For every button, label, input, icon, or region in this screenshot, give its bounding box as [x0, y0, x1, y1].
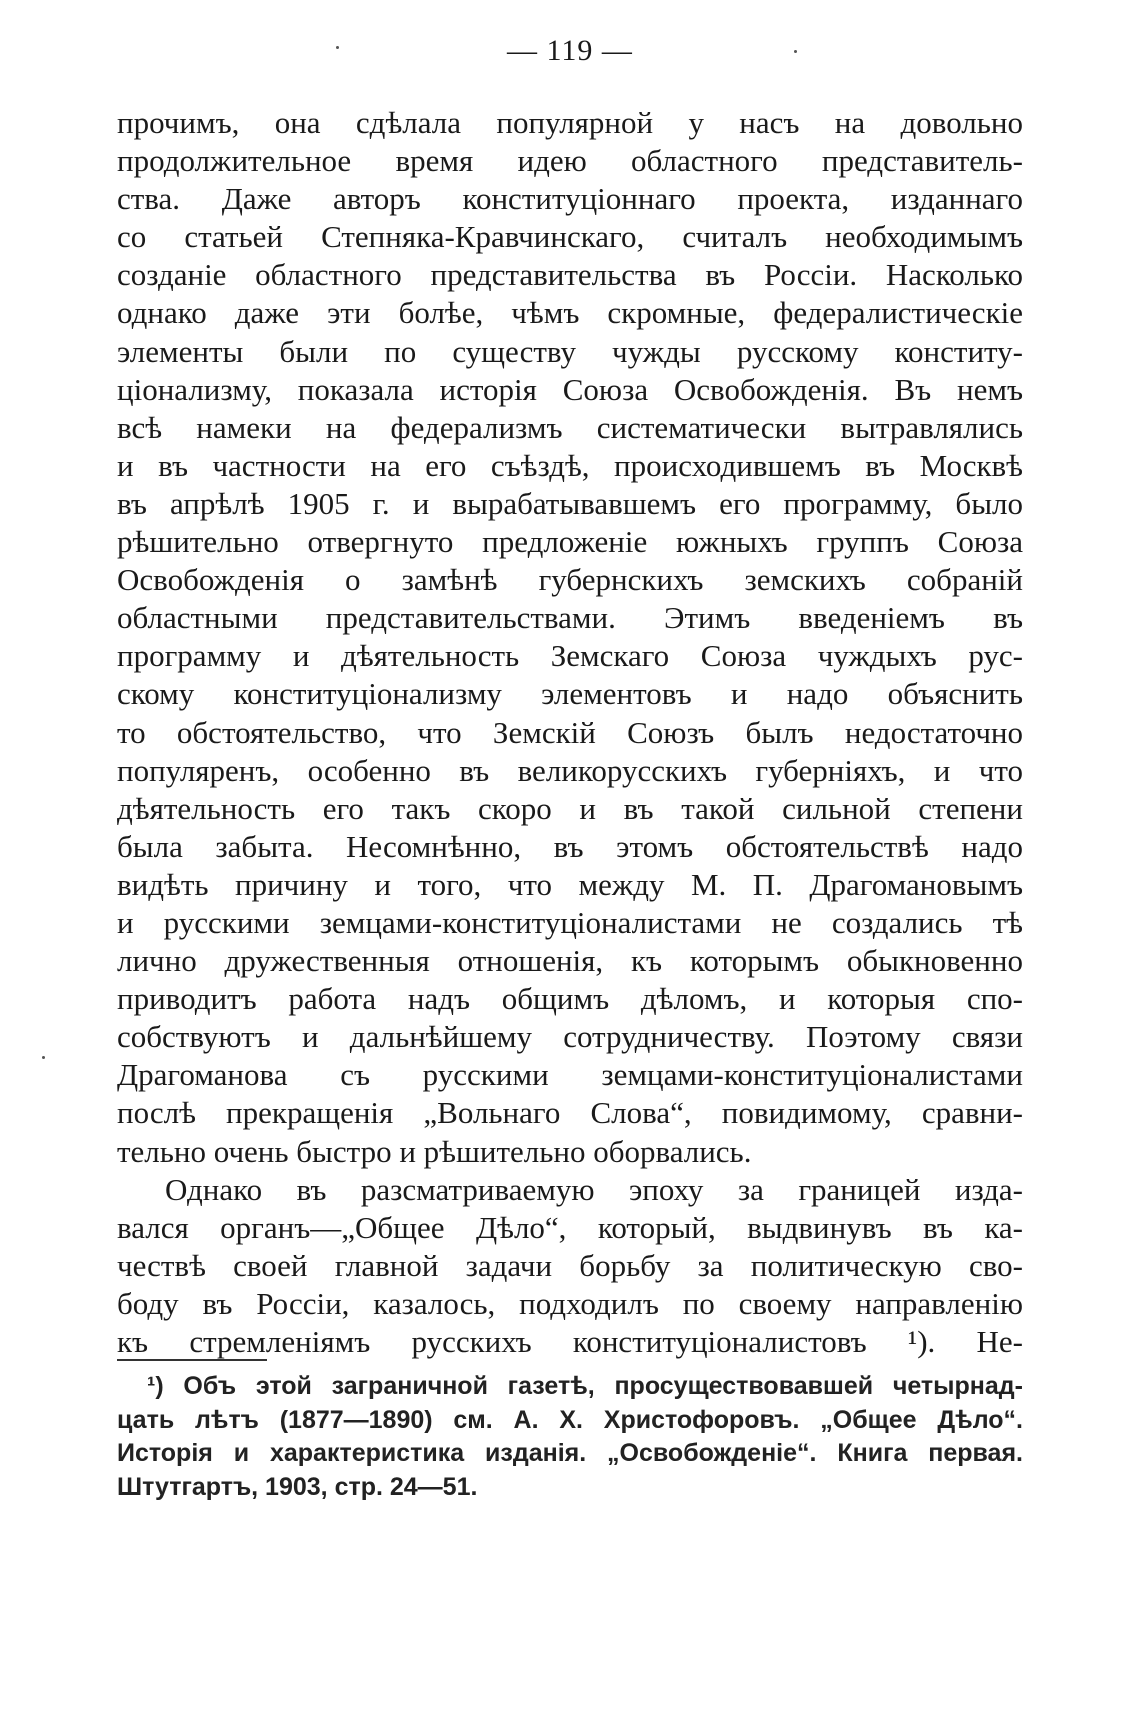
text-line: программу и дѣятельность Земскаго Союза чуждыхъ рус-	[117, 638, 1023, 674]
text-line: продолжительное время идею областного представитель-	[117, 143, 1023, 179]
footnote-divider	[117, 1359, 267, 1361]
body-text	[117, 104, 1023, 1361]
text-line: Драгоманова съ русскими земцами-конституціоналистами	[117, 1057, 1023, 1093]
text-line: чествѣ своей главной задачи борьбу за политическую сво-	[117, 1247, 1023, 1283]
footnote-line: ¹) Объ этой заграничной газетѣ, просуществовавшей четырнад-	[147, 1372, 1023, 1400]
text-line: ціонализму, показала исторія Союза Освобожденія. Въ немъ	[117, 371, 1023, 407]
text-line: была забыта. Несомнѣнно, въ этомъ обстоятельствѣ надо	[117, 828, 1023, 864]
text-line: видѣть причину и того, что между М. П. Драгомановымъ	[117, 866, 1023, 902]
text-line: ства. Даже авторъ конституціоннаго проекта, изданнаго	[117, 181, 1023, 217]
text-line: всѣ намеки на федерализмъ систематически вытравлялись	[117, 409, 1023, 445]
scan-speck	[42, 1056, 45, 1059]
text-line: Освобожденія о замѣнѣ губернскихъ земскихъ собраній	[117, 562, 1023, 598]
text-line: то обстоятельство, что Земскій Союзъ былъ недостаточно	[117, 714, 1023, 750]
text-line: лично дружественныя отношенія, къ которымъ обыкновенно	[117, 943, 1023, 979]
text-line: приводитъ работа надъ общимъ дѣломъ, и которыя спо-	[117, 981, 1023, 1017]
text-line: областными представительствами. Этимъ введеніемъ въ	[117, 600, 1023, 636]
text-line: прочимъ, она сдѣлала популярной у насъ на довольно	[117, 105, 1023, 140]
footnote-line: Штутгартъ, 1903, стр. 24—51.	[117, 1472, 478, 1501]
text-line: дѣятельность его такъ скоро и въ такой сильной степени	[117, 790, 1023, 826]
text-line: элементы были по существу чужды русскому конститу-	[117, 333, 1023, 369]
paragraph-start-line: Однако въ разсматриваемую эпоху за границей изда-	[165, 1171, 1023, 1207]
text-line: популяренъ, особенно въ великорусскихъ губерніяхъ, и что	[117, 752, 1023, 788]
paragraph-end-line: тельно очень быстро и рѣшительно оборвались.	[117, 1133, 752, 1169]
text-line: рѣшительно отвергнуто предложеніе южныхъ группъ Союза	[117, 524, 1023, 560]
text-line: однако даже эти болѣе, чѣмъ скромные, федералистическіе	[117, 295, 1023, 331]
text-line: къ стремленіямъ русскихъ конституціоналистовъ ¹). Не-	[117, 1324, 1023, 1359]
text-line: вался органъ—„Общее Дѣло“, который, выдвинувъ въ ка-	[117, 1209, 1023, 1245]
footnote-line: цать лѣтъ (1877—1890) см. А. Х. Христофоровъ. „Общее Дѣло“.	[117, 1405, 1023, 1434]
text-line: со статьей Степняка-Кравчинскаго, считалъ необходимымъ	[117, 219, 1023, 255]
text-line: и въ частности на его съѣздѣ, происходившемъ въ Москвѣ	[117, 447, 1023, 483]
text-line: и русскими земцами-конституціоналистами не создались тѣ	[117, 904, 1023, 940]
scan-speck	[794, 50, 797, 53]
scan-speck	[336, 46, 339, 49]
text-line: скому конституціонализму элементовъ и надо объяснить	[117, 676, 1023, 712]
footnote	[117, 1370, 1023, 1504]
footnote-line: Исторія и характеристика изданія. „Освобожденіе“. Книга первая.	[117, 1439, 1023, 1467]
text-line: созданіе областного представительства въ Россіи. Насколько	[117, 257, 1023, 293]
text-line: собствуютъ и дальнѣйшему сотрудничеству. Поэтому связи	[117, 1019, 1023, 1055]
page-number: — 119 —	[507, 34, 633, 67]
text-line: послѣ прекращенія „Вольнаго Слова“, повидимому, сравни-	[117, 1095, 1023, 1131]
text-line: боду въ Россіи, казалось, подходилъ по своему направленію	[117, 1285, 1023, 1321]
text-line: въ апрѣлѣ 1905 г. и вырабатывавшемъ его программу, было	[117, 485, 1023, 521]
